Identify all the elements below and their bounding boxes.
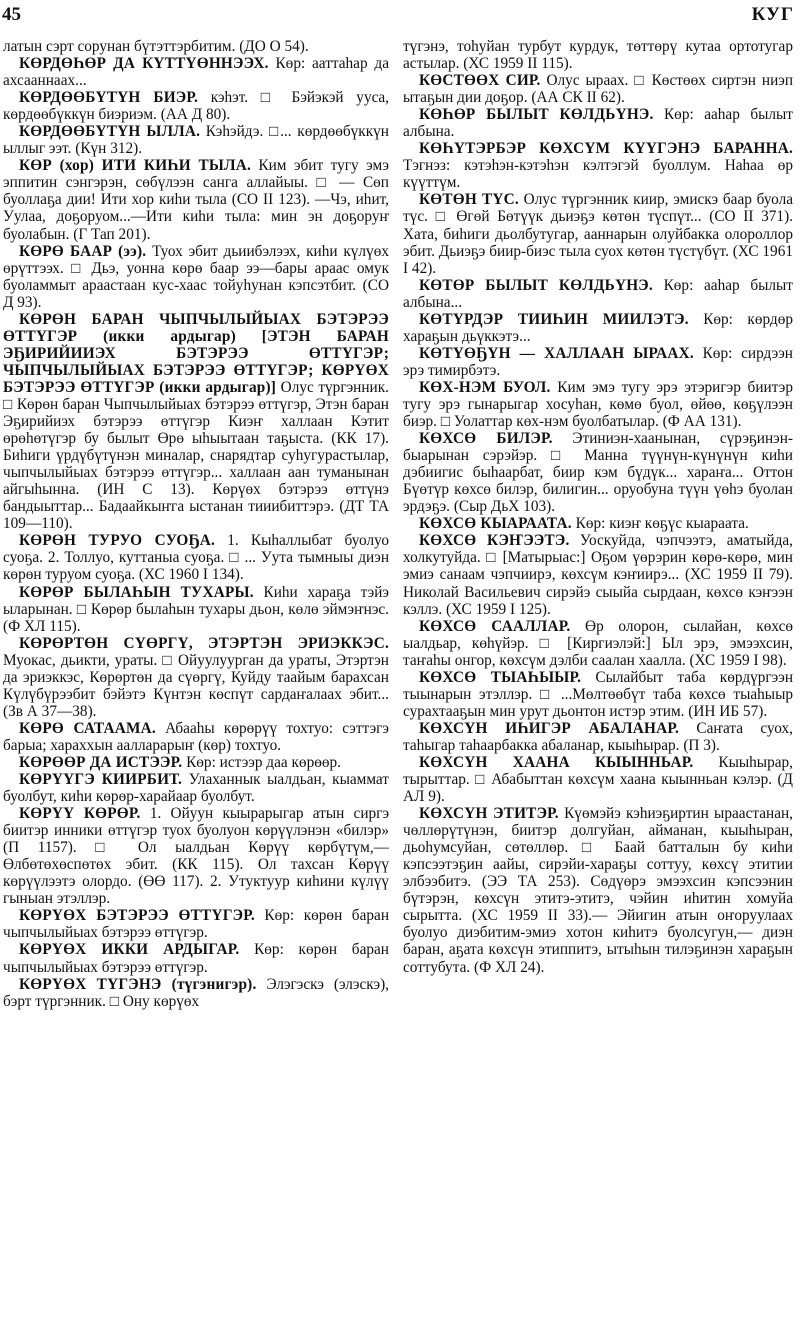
dictionary-entry [3,123,389,157]
entry-headword: КӨХСҮН ИҺИГЭР АБАЛАНАР. [419,719,679,737]
entry-definition: Туох эбит дьиибэлээх, киһи күлүөх өрүттээх. □ Дьэ, уонна көрө баар ээ—бары араас омук буоламмыт араастаан кус-хаас тойуһунан кэпсэтбит. (СО Д 93). [3,242,389,311]
entry-definition: Элэгэскэ (элэскэ), бэрт түргэнник. □ Ону көрүөх [3,975,389,1010]
entry-definition: Көр: ааhар былыт албына... [403,276,793,311]
entry-headword: КӨРҮӨХ ТҮГЭНЭ (түгэнигэр). [19,975,257,993]
entry-definition: Олус түргэнник. □ Көрөн баран Чыпчылыйыах бэтэрээ өттүгэр, Этэн баран Эҕирийиэх бэтэрээ өттүгэр Киэҥ халлаан Кэтит өрөhөтүгэр бу былыт Өрө ыhыытаан таҕыста. (КК 17). Биhиги үрдүбүтүнэн миналар, снарядтар суhугурастылар, чыпчылыйыах бэтэрээ өттүгэр... халлаан аан туманынан айгыhынна. (ИН С 13). Көрүөх бэтэрээ өттүнэ бандыыттар... Бадаайкыҥга ыстанан тииибиттэрэ. (ДТ ТА 109—110). [3,378,389,533]
entry-headword: КӨРДӨҺӨР ДА КҮТТҮӨННЭЭХ. [19,55,269,73]
entry-headword: КӨХСӨ ТЫАҺЫЫР. [419,668,582,686]
dictionary-entry [403,311,793,345]
entry-definition: Ким эбит тугу эмэ эппитин сэнгэрэн, сөбүлээн санга аллайыы. □ — Сөп буоллаҕа дии! Ити хор киhи тыла (СО II 123). —Чэ, иhит, Уулаа, доҕоруом...—Ити киhи тыла: мин эн доҕоруҥ буолабын. (Г Тап 201). [3,157,389,243]
entry-headword: КӨРӨӨР ДА ИСТЭЭР. [19,753,183,771]
dictionary-entry [3,38,389,55]
dictionary-entry [3,805,389,907]
entry-headword: КӨРӨ БААР (ээ). [19,242,147,260]
entry-definition: Көр: көрөн баран чыпчылыйыах бэтэрээ өттүгэр. [3,907,389,942]
dictionary-entry [403,191,793,276]
entry-headword: КӨХСӨ КЫАРААТА. [419,515,572,533]
entry-definition: Көр: ааhар былыт албына. [403,106,793,141]
entry-headword: КӨРӨН БАРАН ЧЫПЧЫЛЫЙЫАХ БЭТЭРЭЭ ӨТТҮГЭР (икки ардыгар) [ЭТЭН БАРАН ЭҔИРИЙИИЭХ БЭТЭРЭЭ ӨТТҮГЭР; ЧЫПЧЫЛЫЙЫАХ БЭТЭРЭЭ ӨТТҮГЭР; КӨРҮӨХ БЭТЭРЭЭ ӨТТҮГЭР (икки ардыгар)] [3,310,389,396]
entry-headword: КӨРДӨӨБҮТҮН БИЭР. [19,89,199,107]
entry-headword: КӨРӨН ТУРУО СУОҔА. [19,532,215,550]
entry-headword: КӨРҮҮГЭ КИИРБИТ. [19,771,183,789]
right-column [403,38,793,1329]
entry-definition: 1. Кыhаллыбат буолуо суоҕа. 2. Толлуо, куттаныа суоҕа. □ ... Уута тымныы диэн көрөн туруом суоҕа. (ХС 1960 I 134). [3,532,389,584]
dictionary-entry [403,379,793,430]
entry-headword: КӨТҮРДЭР ТИИҺИН МИИЛЭТЭ. [419,310,689,328]
entry-headword: КӨХ-НЭМ БУОЛ. [419,378,551,396]
dictionary-entry [3,157,389,242]
entry-definition: Этиниэн-хаанынан, сүрэҕинэн-быарынан сэрэйэр. □ Манна түүнүн-күнүнүн киhи дэбиигис быhаарбат, биир кэм бүдүк... хараҥа... Оттон Бүөтүр көхсө билэр, билигин... оруобуна түүн үөhэ буолан эрдэҕэ. (Сыр ДьХ 103). [403,430,793,516]
dictionary-entry [3,635,389,720]
entry-definition: Саҥата суох, таhыгар таhаарбакка абаланар, кыыhырар. (П 3). [403,719,793,754]
entry-definition: Көр: көрдөр харaҕын дьүккэтэ... [403,310,793,345]
dictionary-entry [403,430,793,515]
entry-definition: Сылайбыт таба көрдүргээн тыынарын этэллэр. □ ...Мөлтөөбүт таба көхсө тыаhыыр сурахтааҕын мин урут дьонтон истэр этим. (ИН ИБ 57). [403,668,793,720]
entry-definition: Көр: истээр даа көрөөр. [186,753,341,771]
dictionary-entry [3,771,389,805]
dictionary-entry [403,277,793,311]
entry-headword: КӨҺҮТЭРБЭР КӨХСҮМ КҮҮГЭНЭ БАРАННА. [419,140,793,158]
entry-headword: КӨР (хор) ИТИ КИҺИ ТЫЛА. [19,157,251,175]
entry-headword: КӨРДӨӨБҮТҮН ЫЛЛА. [19,123,201,141]
entry-definition: Көр: көрөн баран чыпчылыйыах бэтэрээ өттүгэр. [3,941,389,976]
dictionary-entry [403,720,793,754]
dictionary-entry [403,72,793,106]
entry-definition: Көр: ааттаhар да ахсааннаах... [3,55,389,90]
entry-definition: Уоскуйда, чэпчээтэ, аматыйда, холкутуйда. □ [Матырыас:] Оҕом үөрэрин көрө-көрө, мин эмиэ санаам чэпчиирэ, көхсүм кэҥиирэ... (ХС 1959 II 79). Николай Васильевич сирэйэ сыыйа сырдаан, көхсө кэҥээн кэллэ. (ХС 1959 I 125). [403,532,793,618]
dictionary-entry [403,515,793,532]
dictionary-entry [3,976,389,1010]
entry-definition: Олус ыраах. □ Көстөөх сиртэн ниэп ытаҕын дии доҕор. (АА СК II 62). [403,72,793,107]
entry-definition: Муокас, дьикти, ураты. □ Ойуулуурган да ураты, Этэртэн да эриэккэс, Көрөртөн да сүөргү, Куйду таайым барахсан Күлүбүрээбит бэйэтэ Күнтэн көспүт сардаҥалаах эбит... (Зв А 37—38). [3,651,389,720]
dictionary-entry [3,941,389,975]
entry-definition: латын сэрт сорунан бүтэттэрбитим. (ДО О 54). [3,38,309,55]
entry-definition: Киhи харaҕа тэйэ ыларынан. □ Көрөр былаhын тухары дьон, көлө эймэҥнэс. (Ф ХЛ 115). [3,583,389,635]
entry-definition: Тэгнэз: кэтэhэн-кэтэhэн кэлтэгэй буоллум. Наhаа өр күүттүм. [403,157,793,192]
entry-definition: 1. Ойуун кыырарыгар атын сиргэ биитэр инники өттүгэр туох буолуон көрүүлэнэн «билэр» (П 1157). □ Ол ыалдьан Көрүү көрбүтүм,— Өлбөтөхөспөтөх эбит. (КК 115). Ол тахсан Көрүү көрүүлээтэ олордо. (ӨӨ 117). 2. Утуктуур киhини күлүү гыныан этэллэр. [3,805,389,908]
entry-definition: Абааhы көрөрүү тохтуо: сэттэгэ барыа; хараххын аалларарыҥ (көр) тохтуо. [3,719,389,754]
left-column [3,38,389,1329]
dictionary-entry [3,243,389,311]
entry-headword: КӨРҮӨХ ИККИ АРДЫГАР. [19,941,240,959]
dictionary-entry [403,345,793,379]
entry-headword: КӨХСӨ КЭҤЭЭТЭ. [419,532,570,550]
entry-headword: КӨРҮӨХ БЭТЭРЭЭ ӨТТҮГЭР. [19,907,255,925]
entry-definition: Көр: киэҥ көҕүс кыараата. [575,515,749,533]
dictionary-entry [3,754,389,771]
dictionary-entry [3,532,389,583]
dictionary-entry [403,669,793,720]
page-number: 45 [2,4,21,25]
entry-headword: КӨРӨРТӨН СҮӨРГҮ, ЭТЭРТЭН ЭРИЭККЭС. [19,634,389,652]
dictionary-entry [403,805,793,975]
entry-headword: КӨТӨН ТҮС. [419,191,519,209]
entry-headword: КӨРҮҮ КӨРӨР. [19,805,141,823]
entry-definition: Улаханнык ыалдьан, кыаммат буолбут, киhи көрөр-харайаар буолбут. [3,771,389,806]
entry-headword: КӨРӨ САТААМА. [19,719,156,737]
entry-headword: КӨТӨР БЫЛЫТ КӨЛДЬҮНЭ. [419,276,653,294]
entry-definition: Күөмэйэ кэhиэҕиртин ыраастанан, чөллөрүтүнэн, биитэр долгуйан, айманан, кыыhыран, дьоhумсуйан, сөтөллөр. □ Баай батталын бу киhи кэпсээтэҕин аайы, сирэйи-хараҕы соттуу, көхсү этитии элбээбитэ. (ЭЭ ТА 253). Сөдүөрэ эмээхсин кэпсээнин бүтэрэн, көхсүн этитэ-этитэ, чэйин иhитин хомуйа сырытта. (ХС 1959 II 33).— Эйигин атын оҥоруулаах буолуо диэбитим-эмиэ хотон киhитэ буолсугун,— диэн баран, аҕата көхсүн этиппитэ, ытыhын тилэҕинэн харaҕын соттубута. (Ф ХЛ 24). [403,805,793,976]
dictionary-entry [3,720,389,754]
entry-definition: Кыыhырар, тырыттар. □ Абабыттан көхсүм хаана кыынньан кэлэр. (Д АЛ 9). [403,753,793,806]
dictionary-entry [3,89,389,123]
entry-headword: КӨХСҮН ЭТИТЭР. [419,805,559,823]
dictionary-entry [403,140,793,191]
entry-definition: кэhэт. □ Бэйэкэй уусa, көрдөөбүккүн биэриэм. (АА Д 80). [3,89,389,124]
entry-headword: КӨХСӨ СААЛЛАР. [419,617,571,635]
entry-definition: Ким эмэ тугу эрэ этэригэр биитэр тугу эрэ гынарыгар хосуhан, көмө буол, өйөө, көҕүлээн биэр. □ Уолаттар көх-нэм буолбатылар. (Ф АА 131). [403,378,793,431]
entry-headword: КӨРӨР БЫЛАҺЫН ТУХАРЫ. [19,583,254,601]
dictionary-entry [3,907,389,941]
dictionary-entry [403,618,793,669]
entry-definition: түгэнэ, тоhуйан турбут курдук, төттөрү кутаа ортотугар астылар. (ХС 1959 II 115). [403,38,793,73]
entry-headword: КӨСТӨӨХ СИР. [419,72,541,90]
entry-definition: Кэhэйдэ. □... көрдөөбүккүн ыллыг ээт. (Күн 312). [3,123,389,158]
dictionary-entry [403,532,793,617]
entry-definition: Өр олорон, сылайан, көхсө ыалдьар, көhүйэр. □ [Киргиэлэй:] Ыл эрэ, эмээхсин, таҥаhы онгор, көхсүм дэлби саалан хаалла. (ХС 1959 I 98). [403,617,793,669]
dictionary-entry [403,38,793,72]
entry-headword: КӨХСӨ БИЛЭР. [419,430,553,448]
entry-definition: Көр: сирдээн эрэ тимирбэтэ. [403,344,793,379]
entry-headword: КӨХСҮН ХААНА КЫЫННЬАР. [419,753,694,771]
dictionary-entry [403,106,793,140]
running-headword: КУГ [751,4,794,25]
dictionary-entry [3,584,389,635]
entry-headword: КӨҺӨР БЫЛЫТ КӨЛДЬҮНЭ. [419,106,654,124]
dictionary-entry [3,311,389,533]
dictionary-entry [403,754,793,805]
entry-headword: КӨТҮӨҔҮН — ХАЛЛААН ЫРААХ. [419,344,694,362]
page-header [0,0,800,32]
dictionary-entry [3,55,389,89]
entry-definition: Олус түргэнник киир, эмискэ баар буола түс. □ Өгөй Бөтүүк дьиэҕэ көтөн түспүт... (СО II 371). Хата, биhиги дьолбутугар, ааннарын олуйбакка олороллор эбит. Дьиэҕэ биир-биэс тыла суох көтөн түстүбүт. (ХС 1961 I 42). [403,191,793,277]
